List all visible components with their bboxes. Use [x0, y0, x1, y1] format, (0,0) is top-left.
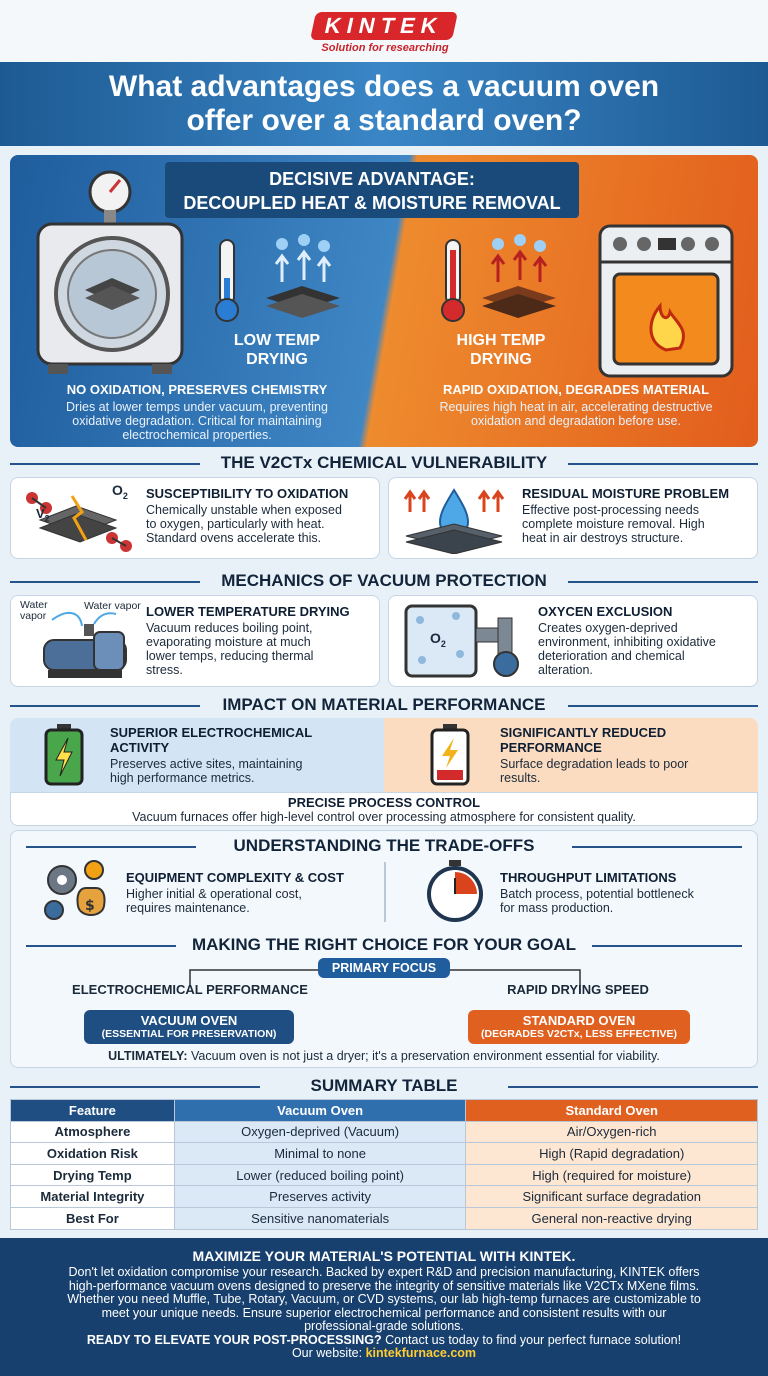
table-cell: Lower (reduced boiling point) [174, 1164, 466, 1186]
standard-oven-choice: STANDARD OVEN (DEGRADES V2CTx, LESS EFFECTIVE) [468, 1010, 690, 1044]
cold-thermometer-icon [210, 238, 244, 324]
choice-heading: MAKING THE RIGHT CHOICE FOR YOUR GOAL [191, 935, 577, 954]
svg-text:$: $ [85, 898, 95, 914]
drying-speed-goal: RAPID DRYING SPEED [507, 982, 649, 997]
v2-label: $V_2$ [36, 506, 50, 524]
table-cell: Minimal to none [174, 1143, 466, 1165]
divider [384, 862, 386, 922]
summary-heading: SUMMARY TABLE [310, 1076, 458, 1095]
water-vapor-label-left: Water vapor [20, 599, 48, 622]
moisture-film-icon [400, 482, 508, 554]
burning-film-icon [480, 232, 560, 322]
col-feature: Feature [11, 1100, 175, 1122]
gears-money-icon [40, 858, 112, 924]
vacuum-pump-icon [38, 606, 134, 682]
low-battery-icon [428, 722, 472, 786]
table-cell: Air/Oxygen-rich [466, 1121, 758, 1143]
table-cell: Atmosphere [11, 1121, 175, 1143]
low-temp-label: LOW TEMP DRYING [233, 332, 321, 368]
process-control-panel: PRECISE PROCESS CONTROL Vacuum furnaces offer high-level control over processing atmosphere for consistent quality. [10, 792, 758, 826]
website-link[interactable]: kintekfurnace.com [365, 1346, 477, 1360]
full-battery-icon [42, 722, 86, 786]
standard-oven-icon [596, 222, 736, 382]
oxygen-chamber-icon [402, 602, 524, 680]
footer-cta: READY TO ELEVATE YOUR POST-PROCESSING? Contact us today to find your perfect furnace solution! [86, 1332, 682, 1347]
table-cell: High (required for moisture) [466, 1164, 758, 1186]
stopwatch-icon [424, 858, 486, 924]
table-cell: Significant surface degradation [466, 1186, 758, 1208]
table-row [11, 1143, 758, 1165]
footer-line: high-performance vacuum ovens designed to preserve the integrity of sensitive materials like V2CTx MXene films. [68, 1278, 700, 1293]
table-row [11, 1164, 758, 1186]
table-cell: Best For [11, 1207, 175, 1229]
vacuum-oven-choice: VACUUM OVEN (ESSENTIAL FOR PRESERVATION) [84, 1010, 294, 1044]
equipment-cost-text: EQUIPMENT COMPLEXITY & COST Higher initial & operational cost, requires maintenance. [126, 870, 344, 915]
footer-website: Our website: kintekfurnace.com [291, 1346, 477, 1360]
footer-line: Whether you need Muffle, Tube, Rotary, Vacuum, or CVD systems, our lab high-temp furnaces are customizable to [67, 1292, 701, 1306]
table-row [11, 1186, 758, 1208]
impact-heading: IMPACT ON MATERIAL PERFORMANCE [222, 695, 546, 714]
oxidation-card-text: SUSCEPTIBILITY TO OXIDATION Chemically unstable when exposed to oxygen, particularly with heat. Standard ovens accelerate this. [146, 486, 349, 545]
mechanics-heading: MECHANICS OF VACUUM PROTECTION [221, 571, 547, 590]
ultimately-statement: ULTIMATELY: Vacuum oven is not just a dryer; it's a preservation environment essential for viability. [108, 1049, 660, 1063]
col-standard: Standard Oven [466, 1100, 758, 1122]
no-oxidation-heading: NO OXIDATION, PRESERVES CHEMISTRY [66, 382, 328, 397]
footer-line: meet your unique needs. Ensure superior electrochemical performance and consistent results with our [101, 1305, 667, 1320]
table-row [11, 1207, 758, 1229]
superior-activity-text: SUPERIOR ELECTROCHEMICAL ACTIVITY Preserves active sites, maintaining high performance metrics. [110, 725, 313, 785]
table-cell: Material Integrity [11, 1186, 175, 1208]
hot-thermometer-icon [436, 238, 470, 324]
table-cell: Oxidation Risk [11, 1143, 175, 1165]
tagline: Solution for researching [321, 42, 449, 54]
hero-banner: DECISIVE ADVANTAGE: DECOUPLED HEAT & MOISTURE REMOVAL [165, 162, 579, 218]
page-title: What advantages does a vacuum oven offer over a standard oven? [108, 70, 660, 137]
reduced-performance-text: SIGNIFICANTLY REDUCED PERFORMANCE Surface degradation leads to poor results. [500, 725, 689, 785]
footer-heading: MAXIMIZE YOUR MATERIAL'S POTENTIAL WITH KINTEK. [192, 1248, 576, 1264]
footer-line: Don't let oxidation compromise your research. Backed by expert R&D and precision manufacturing, KINTEK offers [68, 1265, 700, 1279]
rapid-oxidation-description: Requires high heat in air, accelerating destructive oxidation and degradation before use. [439, 400, 713, 428]
throughput-text: THROUGHPUT LIMITATIONS Batch process, potential bottleneck for mass production. [500, 870, 694, 915]
lower-temp-card-text: LOWER TEMPERATURE DRYING Vacuum reduces boiling point, evaporating moisture at much lower temps, reducing thermal stress. [146, 604, 350, 677]
table-cell: Preserves activity [174, 1186, 466, 1208]
col-vacuum: Vacuum Oven [174, 1100, 466, 1122]
table-cell: Drying Temp [11, 1164, 175, 1186]
table-cell: High (Rapid degradation) [466, 1143, 758, 1165]
kintek-logo[interactable]: KINTEK [310, 12, 458, 40]
tradeoffs-heading: UNDERSTANDING THE TRADE-OFFS [233, 836, 535, 855]
summary-table [10, 1099, 758, 1230]
evaporating-film-icon [262, 232, 342, 322]
moisture-card-text: RESIDUAL MOISTURE PROBLEM Effective post-processing needs complete moisture removal. High heat in air destroys structure. [522, 486, 730, 545]
table-cell: Oxygen-deprived (Vacuum) [174, 1121, 466, 1143]
table-row [11, 1121, 758, 1143]
electrochemical-goal: ELECTROCHEMICAL PERFORMANCE [72, 982, 308, 997]
rapid-oxidation-heading: RAPID OXIDATION, DEGRADES MATERIAL [442, 382, 710, 397]
table-cell: Sensitive nanomaterials [174, 1207, 466, 1229]
oxygen-exclusion-card-text: OXYCEN EXCLUSION Creates oxygen-deprived environment, inhibiting oxidative deterioration and chemical alteration. [538, 604, 716, 677]
table-header-row [11, 1100, 758, 1122]
high-temp-label: HIGH TEMP DRYING [456, 332, 546, 368]
vulnerability-heading: THE V2CTx CHEMICAL VULNERABILITY [220, 453, 548, 472]
footer [0, 1238, 768, 1376]
vacuum-oven-icon [30, 170, 190, 380]
primary-focus-badge: PRIMARY FOCUS [318, 958, 450, 978]
water-vapor-label-right: Water vapor [84, 600, 141, 612]
o2-label: $O_2$ [112, 482, 128, 501]
no-oxidation-description: Dries at lower temps under vacuum, preventing oxidative degradation. Critical for maintaining electrochemical properties. [66, 400, 328, 442]
table-cell: General non-reactive drying [466, 1207, 758, 1229]
o2-molecule-label: $O_2$ [430, 630, 446, 649]
footer-line: professional-grade solutions. [304, 1319, 464, 1333]
